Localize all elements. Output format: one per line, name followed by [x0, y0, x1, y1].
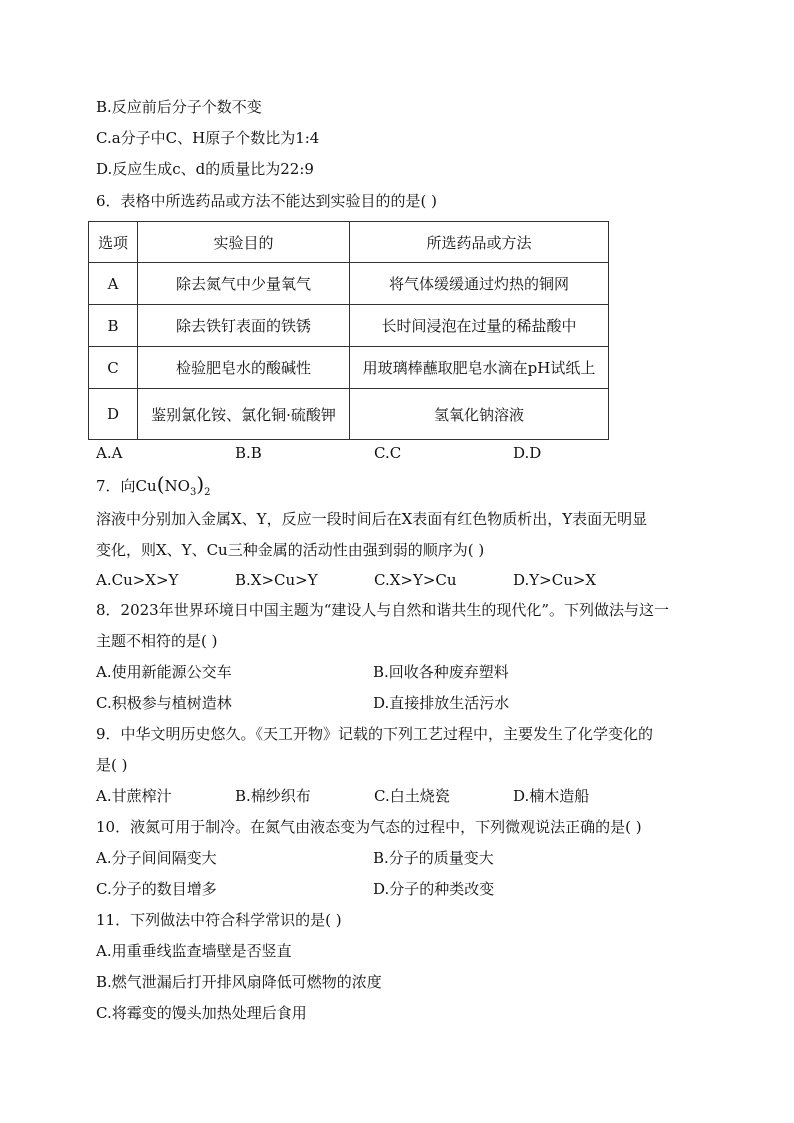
- q10-options-row2: [96, 879, 734, 899]
- header-purpose: 实验目的: [138, 222, 350, 263]
- q6-option-b: B.B: [235, 444, 262, 462]
- table-cell: A: [89, 263, 138, 305]
- table-cell: 除去铁钉表面的铁锈: [138, 305, 350, 347]
- q7-option-b: B.X>Cu>Y: [235, 571, 318, 589]
- q10-option-d: D.分子的种类改变: [373, 880, 495, 898]
- table-cell: 长时间浸泡在过量的稀盐酸中: [350, 305, 609, 347]
- table-header-row: [89, 222, 609, 263]
- experiment-table: [88, 221, 609, 440]
- q6-stem: 6．表格中所选药品或方法不能达到实验目的的是( ): [96, 192, 438, 210]
- table-cell: B: [89, 305, 138, 347]
- q6-option-a: A.A: [96, 444, 123, 462]
- q8-option-b: B.回收各种废弃塑料: [373, 663, 509, 681]
- q11-option-b: B.燃气泄漏后打开排风扇降低可燃物的浓度: [96, 973, 382, 991]
- q9-option-b: B.棉纱织布: [235, 787, 311, 805]
- q9-options: [96, 786, 734, 806]
- q7-options: [96, 570, 734, 590]
- paren-close-icon: ): [196, 472, 205, 496]
- table-cell: 鉴别氯化铵、氯化铜·硫酸钾: [138, 389, 350, 440]
- q8-option-d: D.直接排放生活污水: [373, 694, 510, 712]
- q7-option-d: D.Y>Cu>X: [513, 571, 597, 589]
- q5-option-c: C.a分子中C、H原子个数比为1:4: [96, 129, 320, 147]
- q10-option-b: B.分子的质量变大: [373, 849, 494, 867]
- q11-option-a: A.用重垂线监查墙壁是否竖直: [96, 942, 292, 960]
- q8-stem-line2: 主题不相符的是( ): [96, 632, 218, 650]
- table-row: [89, 263, 609, 305]
- q8-options-row2: [96, 693, 734, 713]
- table-cell: C: [89, 347, 138, 389]
- q7-prefix: 7．向: [96, 477, 136, 495]
- q9-option-d: D.楠木造船: [513, 787, 590, 805]
- q11-option-c: C.将霉变的馒头加热处理后食用: [96, 1004, 307, 1022]
- copper-formula: Cu: [135, 477, 157, 495]
- q8-option-a: A.使用新能源公交车: [96, 663, 232, 681]
- table-cell: 检验肥皂水的酸碱性: [138, 347, 350, 389]
- nitrate-formula: NO: [164, 477, 190, 495]
- q6-options: [96, 443, 734, 463]
- q10-stem: 10．液氮可用于制冷。在氮气由液态变为气态的过程中，下列微观说法正确的是( ): [96, 818, 642, 836]
- q8-option-c: C.积极参与植树造林: [96, 694, 232, 712]
- q7-stem-line2: 溶液中分别加入金属X、Y，反应一段时间后在X表面有红色物质析出，Y表面无明显: [96, 510, 648, 528]
- q11-stem: 11．下列做法中符合科学常识的是( ): [96, 911, 342, 929]
- q9-option-a: A.甘蔗榨汁: [96, 787, 172, 805]
- table-cell: 除去氮气中少量氧气: [138, 263, 350, 305]
- subscript-2: 2: [204, 487, 211, 498]
- q8-stem-line1: 8．2023年世界环境日中国主题为“建设人与自然和谐共生的现代化”。下列做法与这一: [96, 601, 670, 619]
- table-row: [89, 389, 609, 440]
- table-cell: 将气体缓缓通过灼热的铜网: [350, 263, 609, 305]
- table-cell: D: [89, 389, 138, 440]
- q9-stem-line1: 9．中华文明历史悠久。《天工开物》记载的下列工艺过程中，主要发生了化学变化的: [96, 725, 654, 743]
- q10-option-a: A.分子间间隔变大: [96, 849, 217, 867]
- subscript-3: 3: [189, 487, 197, 498]
- q10-options-row1: [96, 848, 734, 868]
- q6-option-d: D.D: [513, 444, 542, 462]
- q5-option-d: D.反应生成c、d的质量比为22:9: [96, 160, 314, 178]
- table-cell: 用玻璃棒蘸取肥皂水滴在pH试纸上: [350, 347, 609, 389]
- paren-open-icon: (: [156, 472, 165, 496]
- q7-stem-line3: 变化，则X、Y、Cu三种金属的活动性由强到弱的顺序为( ): [96, 541, 485, 559]
- q9-stem-line2: 是( ): [96, 756, 128, 774]
- q10-option-c: C.分子的数目增多: [96, 880, 217, 898]
- q5-option-b: B.反应前后分子个数不变: [96, 98, 262, 116]
- q6-option-c: C.C: [374, 444, 402, 462]
- table-cell: 氢氧化钠溶液: [350, 389, 609, 440]
- q8-options-row1: [96, 662, 734, 682]
- q7-option-a: A.Cu>X>Y: [96, 571, 179, 589]
- table-row: [89, 305, 609, 347]
- header-method: 所选药品或方法: [350, 222, 609, 263]
- q7-option-c: C.X>Y>Cu: [374, 571, 457, 589]
- q7-stem-line1: [96, 474, 211, 503]
- q9-option-c: C.白土烧瓷: [374, 787, 450, 805]
- header-option: 选项: [89, 222, 138, 263]
- table-row: [89, 347, 609, 389]
